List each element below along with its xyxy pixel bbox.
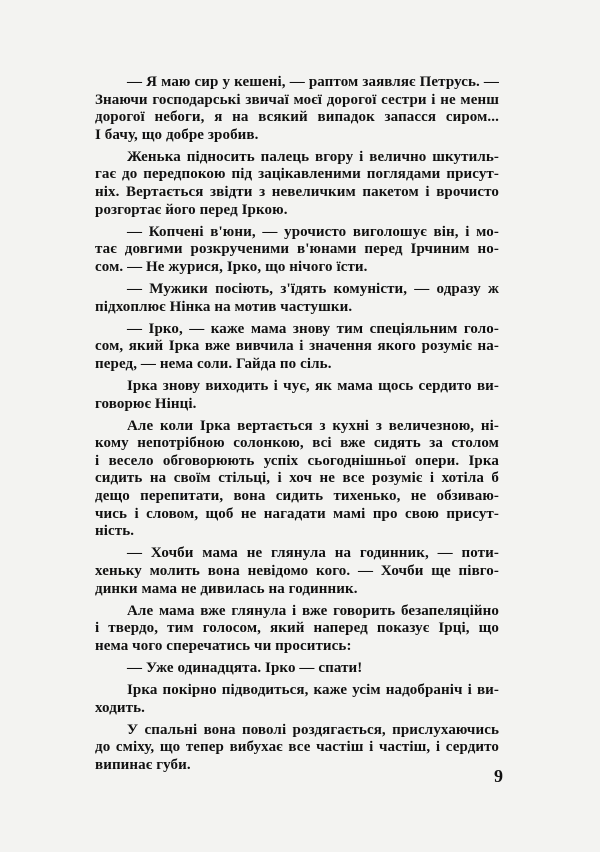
text-line: І бачу, що добре зробив. <box>95 126 259 143</box>
text-line: сидить на своїм стільці, і хоч не все розуміє і хотіла б <box>95 470 499 487</box>
page-number: 9 <box>494 766 503 786</box>
paragraph <box>95 660 499 678</box>
paragraph <box>95 682 499 717</box>
text-line: Знаючи господарські звичаї моєї дорогої сестри і не менш <box>95 91 499 108</box>
paragraph <box>95 281 499 316</box>
paragraph <box>95 603 499 656</box>
text-line: Але мама вже глянула і вже говорить безапеляційно <box>127 602 499 619</box>
text-line: Ірка покірно підводиться, каже усім надобраніч і ви- <box>127 682 499 698</box>
text-line: говорює Нінці. <box>95 395 197 412</box>
text-line: Ірка знову виходить і чує, як мама щось сердито ви- <box>127 378 499 394</box>
text-line: нема чого сперечатись чи проситись: <box>95 637 352 654</box>
text-line: — Копчені в'юни, — урочисто виголошує він, і мо- <box>127 223 499 240</box>
text-line: Але коли Ірка вертається з кухні з величезною, ні- <box>127 417 499 434</box>
text-line: — Я маю сир у кешені, — раптом заявляє Петрусь. — <box>127 74 499 90</box>
text-line: динки мама не дивилась на годинник. <box>95 580 358 597</box>
text-line: ніх. Вертається звідти з невеличким пакетом і врочисто <box>95 184 499 201</box>
text-line: гає до передпокою під зацікавленими поглядами присут- <box>95 166 499 183</box>
text-line: тає довгими розкрученими в'юнами перед Ірчиним но- <box>95 241 499 258</box>
text-line: сом, який Ірка вже вивчила і значення якого розуміє на- <box>95 338 499 355</box>
text-line: ність. <box>95 523 135 540</box>
text-line: Женька підносить палець вгору і велично шкутиль- <box>127 148 499 165</box>
text-line: — Мужики посіють, з'їдять комуністи, — одразу ж <box>127 281 499 298</box>
paragraph <box>95 378 499 413</box>
paragraph <box>95 321 499 374</box>
text-line: розгортає його перед Іркою. <box>95 201 288 218</box>
paragraph <box>95 74 499 144</box>
text-line: ходить. <box>95 699 145 716</box>
text-line: дещо перепитати, вона сидить тихенько, не обзиваю- <box>95 488 499 505</box>
text-line: підхоплює Нінка на мотив частушки. <box>95 298 353 315</box>
text-line: чись і словом, щоб не нагадати мамі про свою присут- <box>95 505 499 522</box>
text-line: і твердо, тим голосом, який наперед показує Ірці, що <box>95 620 499 637</box>
text-line: до сміху, що тепер вибухає все частіш і частіш, і сердито <box>95 739 499 756</box>
text-line: випинає губи. <box>95 756 191 773</box>
text-line: У спальні вона поволі роздягається, прислухаючись <box>127 721 499 738</box>
text-line: і весело обговорюють успіх сьогоднішньої опери. Ірка <box>95 452 499 469</box>
text-line: — Хочби мама не глянула на годинник, — поти- <box>127 545 499 562</box>
paragraph <box>95 545 499 598</box>
paragraph <box>95 224 499 277</box>
text-line: — Ірко, — каже мама знову тим спеціяльним голо- <box>127 320 499 337</box>
paragraph <box>95 149 499 219</box>
text-line: — Уже одинадцята. Ірко — спати! <box>127 659 363 676</box>
paragraph <box>95 722 499 775</box>
page-body-text <box>95 74 499 779</box>
text-line: дорогої небоги, я на всякий випадок запасся сиром... <box>95 109 499 126</box>
text-line: сом. — Не журися, Ірко, що нічого їсти. <box>95 258 368 275</box>
text-line: хеньку молить вона невідомо кого. — Хочби ще півго- <box>95 562 499 579</box>
text-line: перед, — нема соли. Гайда по сіль. <box>95 355 332 372</box>
paragraph <box>95 418 499 541</box>
text-line: кому непотрібною солонкою, всі вже сидять за столом <box>95 435 499 452</box>
